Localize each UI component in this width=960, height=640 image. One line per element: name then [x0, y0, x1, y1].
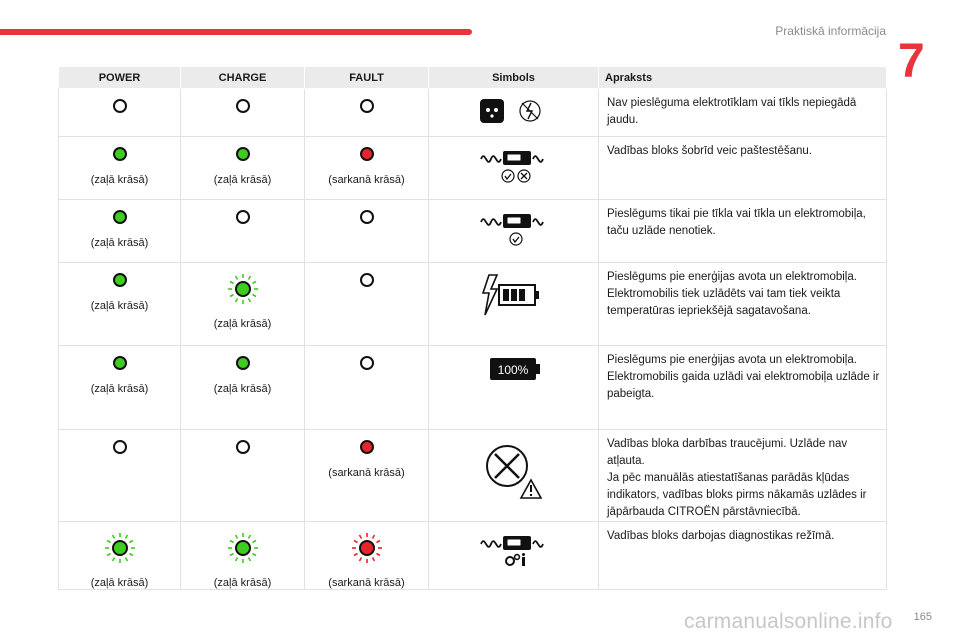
fault-lamp-wrap: [305, 346, 428, 373]
indicator-table: [58, 66, 887, 590]
power-color-label: (zaļā krāsā): [90, 577, 149, 589]
power-lamp: [113, 210, 127, 224]
symbol-cell: [429, 346, 599, 430]
charge-cell: [181, 522, 305, 590]
col-fault: FAULT: [305, 67, 429, 89]
description-cell: [599, 200, 887, 263]
fault-cell: [305, 200, 429, 263]
fault-cell: [305, 346, 429, 430]
fault-lamp: [360, 99, 374, 113]
charger-check-icon: [429, 200, 598, 251]
power-color-label: (zaļā krāsā): [90, 174, 149, 186]
description-cell: [599, 522, 887, 590]
fault-cell: [305, 430, 429, 522]
symbol-cell: [429, 137, 599, 200]
table-row: [59, 346, 887, 430]
power-lamp: [113, 147, 127, 161]
page-number: 165: [913, 611, 932, 623]
description-text: Nav pieslēguma elektrotīklam vai tīkls nepiegādā jaudu.: [607, 97, 857, 126]
power-lamp-wrap: [59, 263, 180, 312]
description-text: Pieslēgums pie enerģijas avota un elektromobiļa. Elektromobilis tiek uzlādēts vai tam tiek veikta temperatūras iepriekšējā sagatavošana.: [607, 271, 857, 317]
power-lamp-blinking: [104, 532, 136, 564]
fault-cell: [305, 522, 429, 590]
fault-lamp: [360, 440, 374, 454]
power-lamp-wrap: [59, 89, 180, 116]
power-color-label: (zaļā krāsā): [90, 300, 149, 312]
col-symbol: Simbols: [429, 67, 599, 89]
power-lamp-wrap: [59, 137, 180, 186]
battery-percent-text: 100%: [497, 363, 528, 377]
table-row: [59, 200, 887, 263]
description-line: Vadības bloka darbības traucējumi. Uzlāde nav atļauta.: [607, 438, 848, 467]
description-text: Pieslēgums tikai pie tīkla vai tīkla un elektromobiļa, taču uzlāde nenotiek.: [607, 208, 866, 237]
fault-lamp-wrap: [305, 200, 428, 227]
battery-charging-icon: [429, 263, 598, 324]
symbol-cell: [429, 263, 599, 346]
power-lamp: [113, 273, 127, 287]
charge-color-label: (zaļā krāsā): [213, 318, 272, 330]
charger-diagnostic-icon: [429, 522, 598, 573]
charge-lamp: [236, 147, 250, 161]
table-row: [59, 522, 887, 590]
charge-lamp-wrap: [181, 89, 304, 116]
fault-color-label: (sarkanā krāsā): [328, 467, 405, 479]
description-cell: [599, 430, 887, 522]
symbol-cell: [429, 200, 599, 263]
charger-check-fault-icon: [429, 137, 598, 188]
power-cell: [59, 522, 181, 590]
charge-cell: [181, 263, 305, 346]
description-text: Vadības bloks šobrīd veic paštestēšanu.: [607, 145, 812, 157]
fault-cell: [305, 137, 429, 200]
table-row: [59, 430, 887, 522]
power-lamp-wrap: [59, 346, 180, 395]
charge-cell: [181, 346, 305, 430]
power-lamp-wrap: [59, 430, 180, 457]
top-accent-bar: [0, 29, 472, 35]
charge-lamp: [236, 99, 250, 113]
power-cell: [59, 200, 181, 263]
fault-color-label: (sarkanā krāsā): [328, 174, 405, 186]
symbol-cell: [429, 89, 599, 137]
power-cell: [59, 346, 181, 430]
power-lamp: [113, 356, 127, 370]
power-lamp-wrap: [59, 200, 180, 249]
fault-lamp: [360, 147, 374, 161]
charge-cell: [181, 200, 305, 263]
chapter-number: 7: [898, 35, 925, 88]
description-cell: [599, 346, 887, 430]
fault-warning-icon: [429, 430, 598, 503]
charge-lamp: [236, 356, 250, 370]
description-cell: [599, 263, 887, 346]
power-lamp: [113, 99, 127, 113]
col-description: Apraksts: [599, 67, 887, 89]
fault-lamp-wrap: [305, 430, 428, 479]
charge-color-label: (zaļā krāsā): [213, 383, 272, 395]
fault-lamp-blinking: [351, 532, 383, 564]
charge-lamp-blinking: [227, 273, 259, 305]
fault-cell: [305, 89, 429, 137]
description-text: [599, 430, 886, 521]
charge-lamp-blinking: [227, 532, 259, 564]
charge-cell: [181, 137, 305, 200]
power-cell: [59, 430, 181, 522]
socket-no-power-icon: [429, 89, 598, 130]
fault-lamp-wrap: [305, 263, 428, 290]
fault-color-label: (sarkanā krāsā): [328, 577, 405, 589]
power-cell: [59, 137, 181, 200]
symbol-cell: [429, 430, 599, 522]
charge-lamp-wrap: [181, 137, 304, 186]
power-color-label: (zaļā krāsā): [90, 383, 149, 395]
power-lamp-wrap: [59, 522, 180, 589]
fault-lamp-wrap: [305, 137, 428, 186]
charge-lamp-wrap: [181, 522, 304, 589]
fault-cell: [305, 263, 429, 346]
charge-lamp-wrap: [181, 430, 304, 457]
power-cell: [59, 263, 181, 346]
power-lamp: [113, 440, 127, 454]
charge-lamp: [236, 210, 250, 224]
description-text: Pieslēgums pie enerģijas avota un elektromobiļa. Elektromobilis gaida uzlādi vai elektromobiļa uzlāde ir pabeigta.: [607, 354, 880, 400]
charge-lamp-wrap: [181, 263, 304, 330]
power-color-label: (zaļā krāsā): [90, 237, 149, 249]
description-text: Vadības bloks darbojas diagnostikas režīmā.: [607, 530, 835, 542]
charge-cell: [181, 89, 305, 137]
description-line: Ja pēc manuālās atiestatīšanas parādās kļūdas indikators, vadības bloks pirms nākamās uzlādes ir jāpārbauda CITROËN pārstāvniecībā.: [607, 472, 867, 518]
fault-lamp-wrap: [305, 522, 428, 589]
charge-lamp-wrap: [181, 200, 304, 227]
charge-lamp: [236, 440, 250, 454]
section-title: Praktiskā informācija: [775, 24, 886, 38]
power-cell: [59, 89, 181, 137]
col-power: POWER: [59, 67, 181, 89]
table-row: [59, 89, 887, 137]
description-cell: [599, 137, 887, 200]
symbol-cell: [429, 522, 599, 590]
table-row: [59, 263, 887, 346]
battery-full-icon: [429, 346, 598, 387]
charge-cell: [181, 430, 305, 522]
charge-color-label: (zaļā krāsā): [213, 174, 272, 186]
fault-lamp: [360, 273, 374, 287]
fault-lamp-wrap: [305, 89, 428, 116]
fault-lamp: [360, 210, 374, 224]
charge-lamp-wrap: [181, 346, 304, 395]
col-charge: CHARGE: [181, 67, 305, 89]
fault-lamp: [360, 356, 374, 370]
watermark: carmanualsonline.info: [684, 610, 893, 633]
table-row: [59, 137, 887, 200]
description-cell: [599, 89, 887, 137]
table-header-row: [59, 67, 887, 89]
charge-color-label: (zaļā krāsā): [213, 577, 272, 589]
